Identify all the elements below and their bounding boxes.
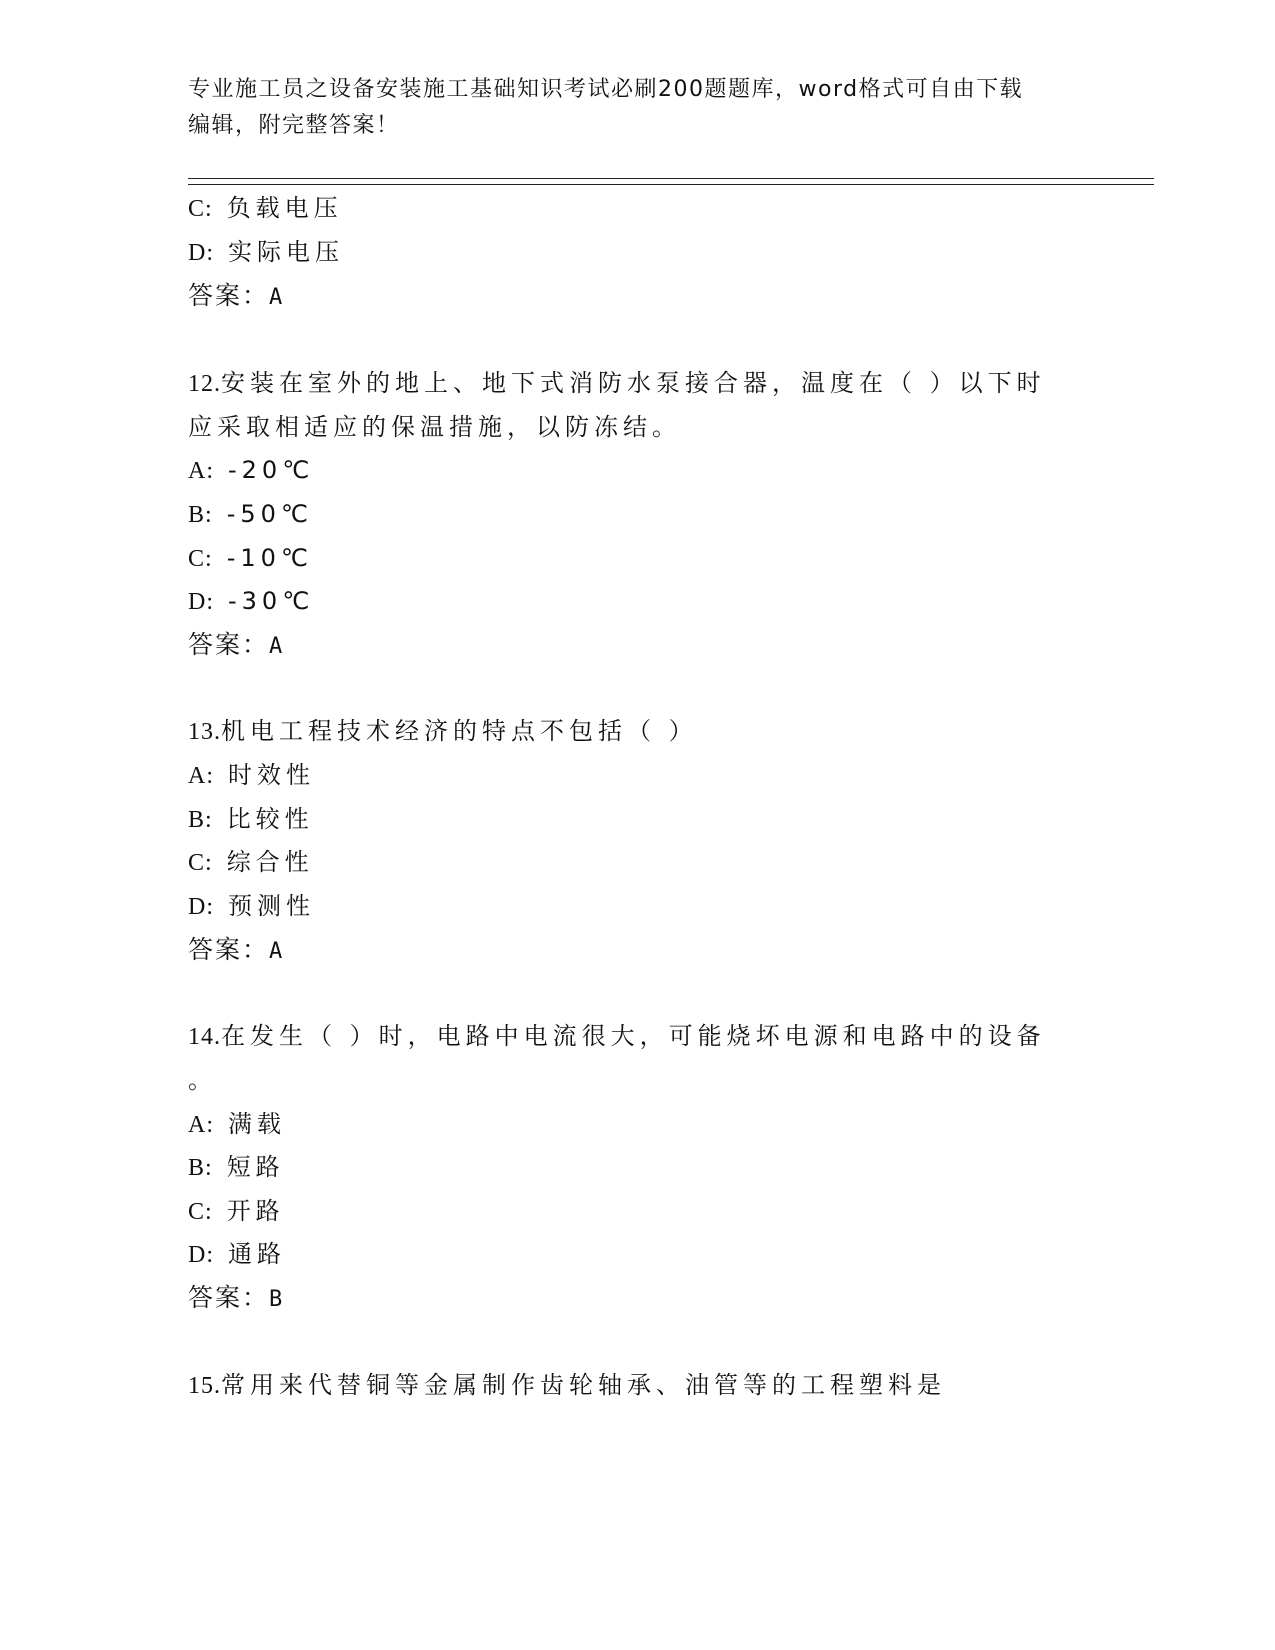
header-line-1: 专业施工员之设备安装施工基础知识考试必刷200题题库，word格式可自由下载 xyxy=(188,77,1024,102)
option-b: B: 比较性 xyxy=(188,805,314,833)
option-d: D: 通路 xyxy=(188,1240,286,1268)
question-12-line-1: 12.安装在室外的地上、地下式消防水泵接合器，温度在（ ）以下时 xyxy=(188,369,1046,397)
option-c: C: 综合性 xyxy=(188,848,314,876)
header-line-2: 编辑，附完整答案！ xyxy=(188,113,400,138)
option-d: D: -30℃ xyxy=(188,587,315,615)
option-d: D: 预测性 xyxy=(188,892,315,920)
option-b: B: -50℃ xyxy=(188,500,313,528)
option-a: A: 满载 xyxy=(188,1110,286,1138)
option-d: D: 实际电压 xyxy=(188,238,344,266)
option-a: A: 时效性 xyxy=(188,761,315,789)
question-12-line-2: 应采取相适应的保温措施，以防冻结。 xyxy=(188,413,681,441)
header-divider-top xyxy=(188,178,1154,179)
question-13-line-1: 13.机电工程技术经济的特点不包括（ ） xyxy=(188,717,698,745)
question-14-line-1: 14.在发生（ ）时，电路中电流很大，可能烧坏电源和电路中的设备 xyxy=(188,1022,1046,1050)
option-c: C: 开路 xyxy=(188,1197,285,1225)
header-divider-bottom xyxy=(188,184,1154,185)
question-15-line-1: 15.常用来代替铜等金属制作齿轮轴承、油管等的工程塑料是 xyxy=(188,1371,946,1399)
question-14-line-2: 。 xyxy=(188,1066,217,1094)
option-b: B: 短路 xyxy=(188,1153,285,1181)
option-c: C: -10℃ xyxy=(188,544,313,572)
option-a: A: -20℃ xyxy=(188,456,315,484)
option-c: C: 负载电压 xyxy=(188,194,343,222)
answer-line: 答案：A xyxy=(188,630,285,659)
answer-line: 答案：A xyxy=(188,935,285,964)
document-header xyxy=(188,72,1088,144)
answer-line: 答案：A xyxy=(188,281,285,310)
answer-line: 答案：B xyxy=(188,1283,285,1312)
